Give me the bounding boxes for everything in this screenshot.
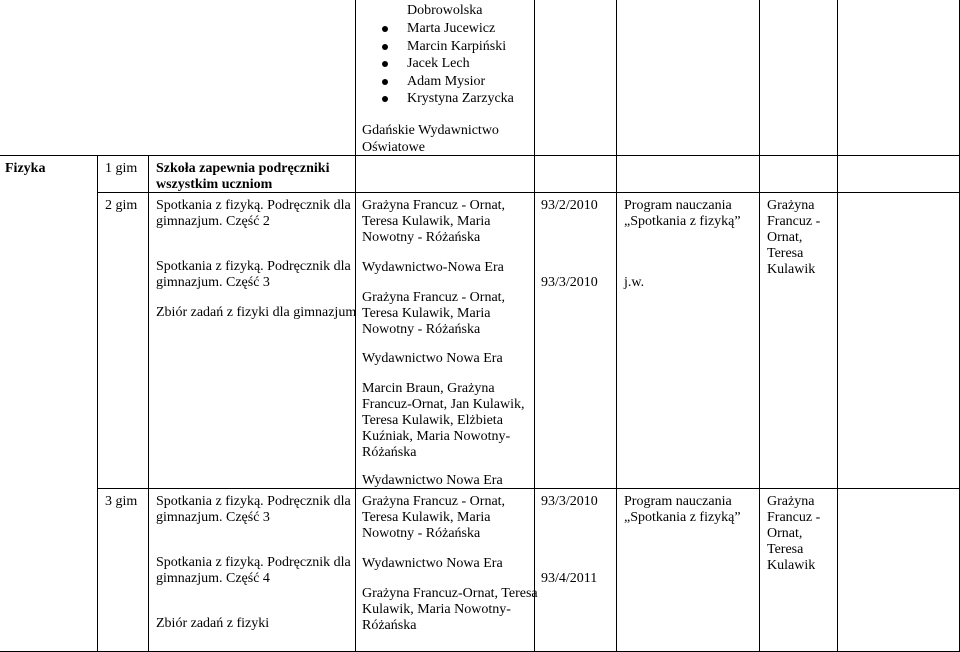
subject-label: Fizyka (5, 161, 46, 176)
row2-authors2-line-2: Teresa Kulawik, Maria (362, 306, 491, 321)
row2-title-2-line-1: Spotkania z fizyką. Podręcznik dla (156, 259, 351, 274)
grade-3: 3 gim (105, 494, 138, 509)
row2-title-1-line-1: Spotkania z fizyką. Podręcznik dla (156, 198, 351, 213)
row2-publisher1: Wydawnictwo-Nowa Era (362, 260, 504, 275)
list-item: Krystyna Zarzycka (407, 91, 514, 106)
row3-title-3: Zbiór zadań z fizyki (156, 616, 270, 631)
row2-authors3-line-1: Marcin Braun, Grażyna (362, 381, 495, 396)
row3-authors2-line-2: Kulawik, Maria Nowotny- (362, 602, 511, 617)
grade-2: 2 gim (105, 198, 138, 213)
row3-program-author-3: Ornat, (767, 526, 803, 541)
row2-authors1-line-3: Nowotny - Różańska (362, 230, 481, 245)
row2-number-2: 93/3/2010 (541, 275, 598, 290)
row3-number-1: 93/3/2010 (541, 494, 598, 509)
col-line-5 (616, 0, 617, 652)
col-line-3 (355, 0, 356, 652)
row2-title-3: Zbiór zadań z fizyki dla gimnazjum (156, 305, 357, 320)
row3-title-1-line-2: gimnazjum. Część 3 (156, 510, 270, 525)
list-item: Adam Mysior (407, 73, 514, 91)
row1-note-line-2: wszystkim uczniom (156, 177, 273, 192)
col-line-7 (837, 0, 838, 652)
row-line-top (0, 155, 960, 156)
row2-publisher3: Wydawnictwo Nowa Era (362, 473, 503, 488)
grade-1: 1 gim (105, 161, 138, 176)
row2-title-2-line-2: gimnazjum. Część 3 (156, 275, 270, 290)
row2-program-author-4: Teresa (767, 246, 804, 261)
row3-publisher1: Wydawnictwo Nowa Era (362, 556, 503, 571)
row2-number-1: 93/2/2010 (541, 198, 598, 213)
row3-program-line-2: „Spotkania z fizyką” (624, 510, 741, 525)
row2-authors2-line-3: Nowotny - Różańska (362, 322, 481, 337)
row2-authors3-line-3: Teresa Kulawik, Elżbieta (362, 413, 503, 428)
row3-number-2: 93/4/2011 (541, 571, 598, 586)
row3-title-2-line-1: Spotkania z fizyką. Podręcznik dla (156, 555, 351, 570)
row2-authors2-line-1: Grażyna Francuz - Ornat, (362, 290, 506, 305)
col-line-6 (759, 0, 760, 652)
row3-title-1-line-1: Spotkania z fizyką. Podręcznik dla (156, 494, 351, 509)
row1-note-line-1: Szkoła zapewnia podręczniki (156, 161, 330, 176)
top-author-list (407, 20, 514, 108)
row2-program-author-3: Ornat, (767, 230, 803, 245)
col-line-1 (97, 155, 98, 652)
row2-authors1-line-2: Teresa Kulawik, Maria (362, 214, 491, 229)
row3-program-line-1: Program nauczania (624, 494, 732, 509)
col-line-2 (148, 155, 149, 652)
top-publisher-line-2: Oświatowe (362, 140, 425, 155)
row3-program-author-5: Kulawik (767, 558, 816, 573)
list-item: Jacek Lech (407, 55, 514, 73)
row3-program-author-2: Francuz - (767, 510, 821, 525)
row-line-3 (97, 488, 960, 489)
row2-publisher2: Wydawnictwo Nowa Era (362, 351, 503, 366)
col-line-4 (534, 0, 535, 652)
list-item: Marta Jucewicz (407, 20, 514, 38)
row2-program-line-2: „Spotkania z fizyką” (624, 214, 741, 229)
row2-program-line-1: Program nauczania (624, 198, 732, 213)
row2-authors1-line-1: Grażyna Francuz - Ornat, (362, 198, 506, 213)
row2-title-1-line-2: gimnazjum. Część 2 (156, 214, 270, 229)
row3-authors1-line-1: Grażyna Francuz - Ornat, (362, 494, 506, 509)
row2-authors3-line-5: Różańska (362, 445, 417, 460)
row3-title-2-line-2: gimnazjum. Część 4 (156, 571, 270, 586)
top-author-first: Dobrowolska (407, 3, 483, 18)
row3-authors2-line-3: Różańska (362, 618, 417, 633)
list-item: Marcin Karpiński (407, 38, 514, 56)
row3-authors1-line-2: Teresa Kulawik, Maria (362, 510, 491, 525)
row2-program-jw: j.w. (624, 275, 645, 290)
row2-program-author-2: Francuz - (767, 214, 821, 229)
top-publisher-line-1: Gdańskie Wydawnictwo (362, 123, 499, 138)
row3-authors1-line-3: Nowotny - Różańska (362, 526, 481, 541)
row3-program-author-4: Teresa (767, 542, 804, 557)
row3-authors2-line-1: Grażyna Francuz-Ornat, Teresa (362, 586, 538, 601)
row2-authors3-line-4: Kuźniak, Maria Nowotny- (362, 429, 511, 444)
row3-program-author-1: Grażyna (767, 494, 815, 509)
row2-program-author-1: Grażyna (767, 198, 815, 213)
row2-program-author-5: Kulawik (767, 262, 816, 277)
row2-authors3-line-2: Francuz-Ornat, Jan Kulawik, (362, 397, 525, 412)
